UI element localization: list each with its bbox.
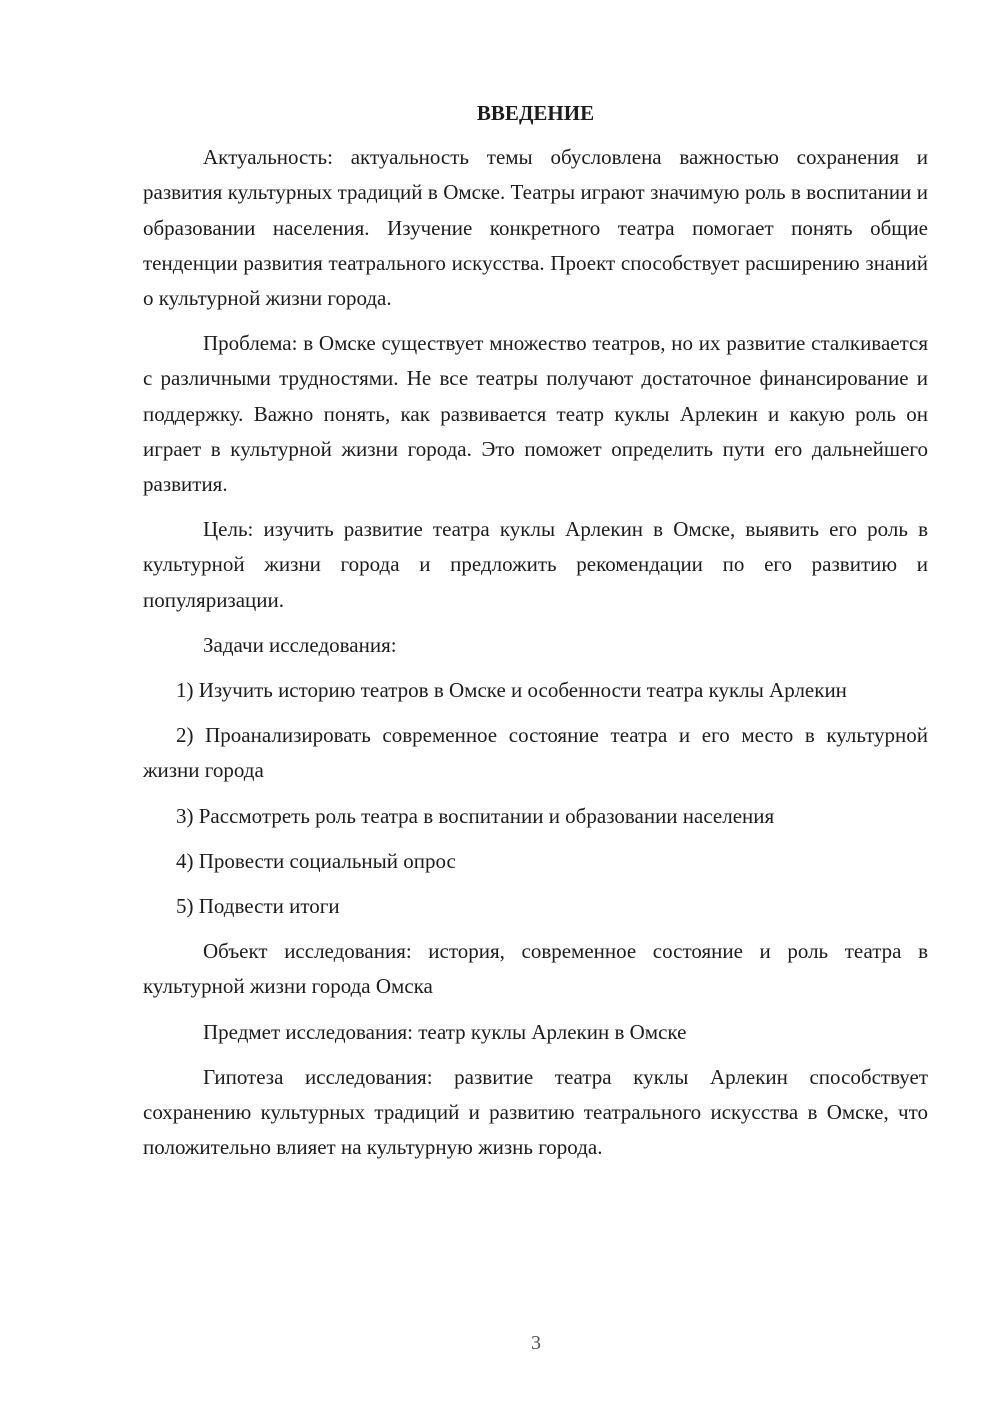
relevance-paragraph: Актуальность: актуальность темы обусловлена важностью сохранения и развития культурных традиций в Омске. Театры играют значимую роль в воспитании и образовании населения. Изучение конкретного театра помогает понять общие тенденции развития театрального искусства. Проект способствует расширению знаний о культурной жизни города. (143, 145, 928, 311)
hypothesis-paragraph: Гипотеза исследования: развитие театра куклы Арлекин способствует сохранению культурных традиций и развитию театрального искусства в Омске, что положительно влияет на культурную жизнь города. (143, 1064, 928, 1160)
research-subject-paragraph: Предмет исследования: театр куклы Арлекин в Омске (203, 1019, 687, 1044)
task-item-5: 5) Подвести итоги (176, 894, 340, 919)
task-item-3: 3) Рассмотреть роль театра в воспитании и образовании населения (176, 803, 775, 828)
document-page (143, 96, 928, 1165)
goal-paragraph: Цель: изучить развитие театра куклы Арлекин в Омске, выявить его роль в культурной жизни города и предложить рекомендации по его развитию и популяризации. (143, 517, 928, 612)
task-item-4: 4) Провести социальный опрос (176, 848, 456, 873)
problem-paragraph: Проблема: в Омске существует множество театров, но их развитие сталкивается с различными трудностями. Не все театры получают достаточное финансирование и поддержку. Важно понять, как развивается театр куклы Арлекин и какую роль он играет в культурной жизни города. Это поможет определить пути его дальнейшего развития. (143, 331, 928, 497)
task-item-1: 1) Изучить историю театров в Омске и особенности театра куклы Арлекин (176, 678, 847, 703)
task-item-2: 2) Проанализировать современное состояние театра и его место в культурной жизни города (143, 723, 928, 783)
research-object-paragraph: Объект исследования: история, современное состояние и роль театра в культурной жизни города Омска (143, 939, 928, 999)
page-number: 3 (531, 1332, 541, 1354)
section-title: ВВЕДЕНИЕ (476, 101, 595, 125)
tasks-heading: Задачи исследования: (203, 632, 397, 657)
